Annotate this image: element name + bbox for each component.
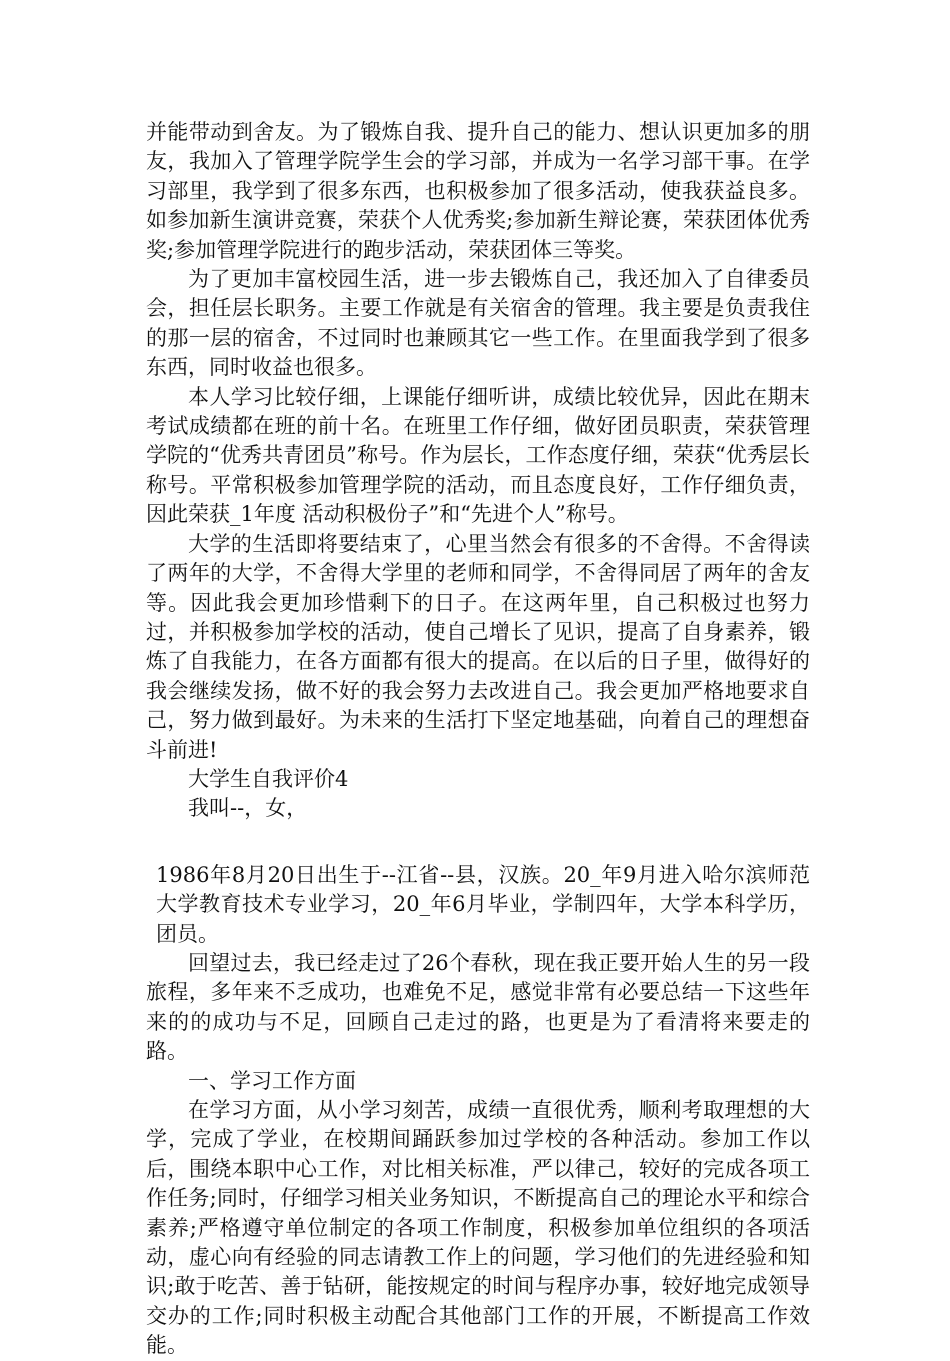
paragraph-university-life-ending: 大学的生活即将要结束了，心里当然会有很多的不舍得。不舍得读了两年的大学，不舍得大学里的老师和同学，不舍得同居了两年的舍友等。因此我会更加珍惜剩下的日子。在这两年里，自己积极过也努力过，并积极参加学校的活动，使自己增长了见识，提高了自身素养，锻炼了自我能力，在各方面都有很大的提高。在以后的日子里，做得好的我会继续发扬，做不好的我会努力去改进自己。我会更加严格地要求自己，努力做到最好。为未来的生活打下坚定地基础，向着自己的理想奋斗前进!: [146, 531, 810, 762]
paragraph-looking-back: 回望过去，我已经走过了26个春秋，现在我正要开始人生的另一段旅程，多年来不乏成功，也难免不足，感觉非常有必要总结一下这些年来的的成功与不足，回顾自己走过的路，也更是为了看清将来要走的路。: [146, 950, 810, 1064]
paragraph-birth-education: 1986年8月20日出生于--江省--县，汉族。20_年9月进入哈尔滨师范大学教育技术专业学习，20_年6月毕业，学制四年，大学本科学历，团员。: [156, 862, 810, 946]
section-heading-study-work: 一、学习工作方面: [188, 1068, 356, 1093]
section-heading-self-evaluation-4: 大学生自我评价4: [188, 766, 349, 791]
paragraph-student-union: 并能带动到舍友。为了锻炼自我、提升自己的能力、想认识更加多的朋友，我加入了管理学院学生会的学习部，并成为一名学习部干事。在学习部里，我学到了很多东西，也积极参加了很多活动，使我获益良多。如参加新生演讲竞赛，荣获个人优秀奖;参加新生辩论赛，荣获团体优秀奖;参加管理学院进行的跑步活动，荣获团体三等奖。: [146, 120, 810, 262]
paragraph-self-discipline-committee: 为了更加丰富校园生活，进一步去锻炼自己，我还加入了自律委员会，担任层长职务。主要工作就是有关宿舍的管理。我主要是负责我住的那一层的宿舍，不过同时也兼顾其它一些工作。在里面我学到了很多东西，同时收益也很多。: [146, 267, 810, 380]
paragraph-study-work-details: 在学习方面，从小学习刻苦，成绩一直很优秀，顺利考取理想的大学，完成了学业，在校期间踊跃参加过学校的各种活动。参加工作以后，围绕本职中心工作，对比相关标准，严以律己，较好的完成各项工作任务;同时，仔细学习相关业务知识，不断提高自己的理论水平和综合素养;严格遵守单位制定的各项工作制度，积极参加单位组织的各项活动，虚心向有经验的同志请教工作上的问题，学习他们的先进经验和知识;敢于吃苦、善于钻研，能按规定的时间与程序办事，较好地完成领导交办的工作;同时积极主动配合其他部门工作的开展，不断提高工作效能。: [146, 1098, 810, 1358]
paragraph-study-honors: 本人学习比较仔细，上课能仔细听讲，成绩比较优异，因此在期末考试成绩都在班的前十名。在班里工作仔细，做好团员职责，荣获管理学院的“优秀共青团员”称号。作为层长，工作态度仔细，荣获“优秀层长 称号。平常积极参加管理学院的活动，而且态度良好，工作仔细负责，因此荣获_1年度 活动积极份子”和“先进个人”称号。: [146, 384, 810, 527]
blank-line: [146, 824, 810, 861]
document-body: [146, 118, 810, 1361]
paragraph-name-line: 我叫--，女，: [188, 796, 308, 821]
